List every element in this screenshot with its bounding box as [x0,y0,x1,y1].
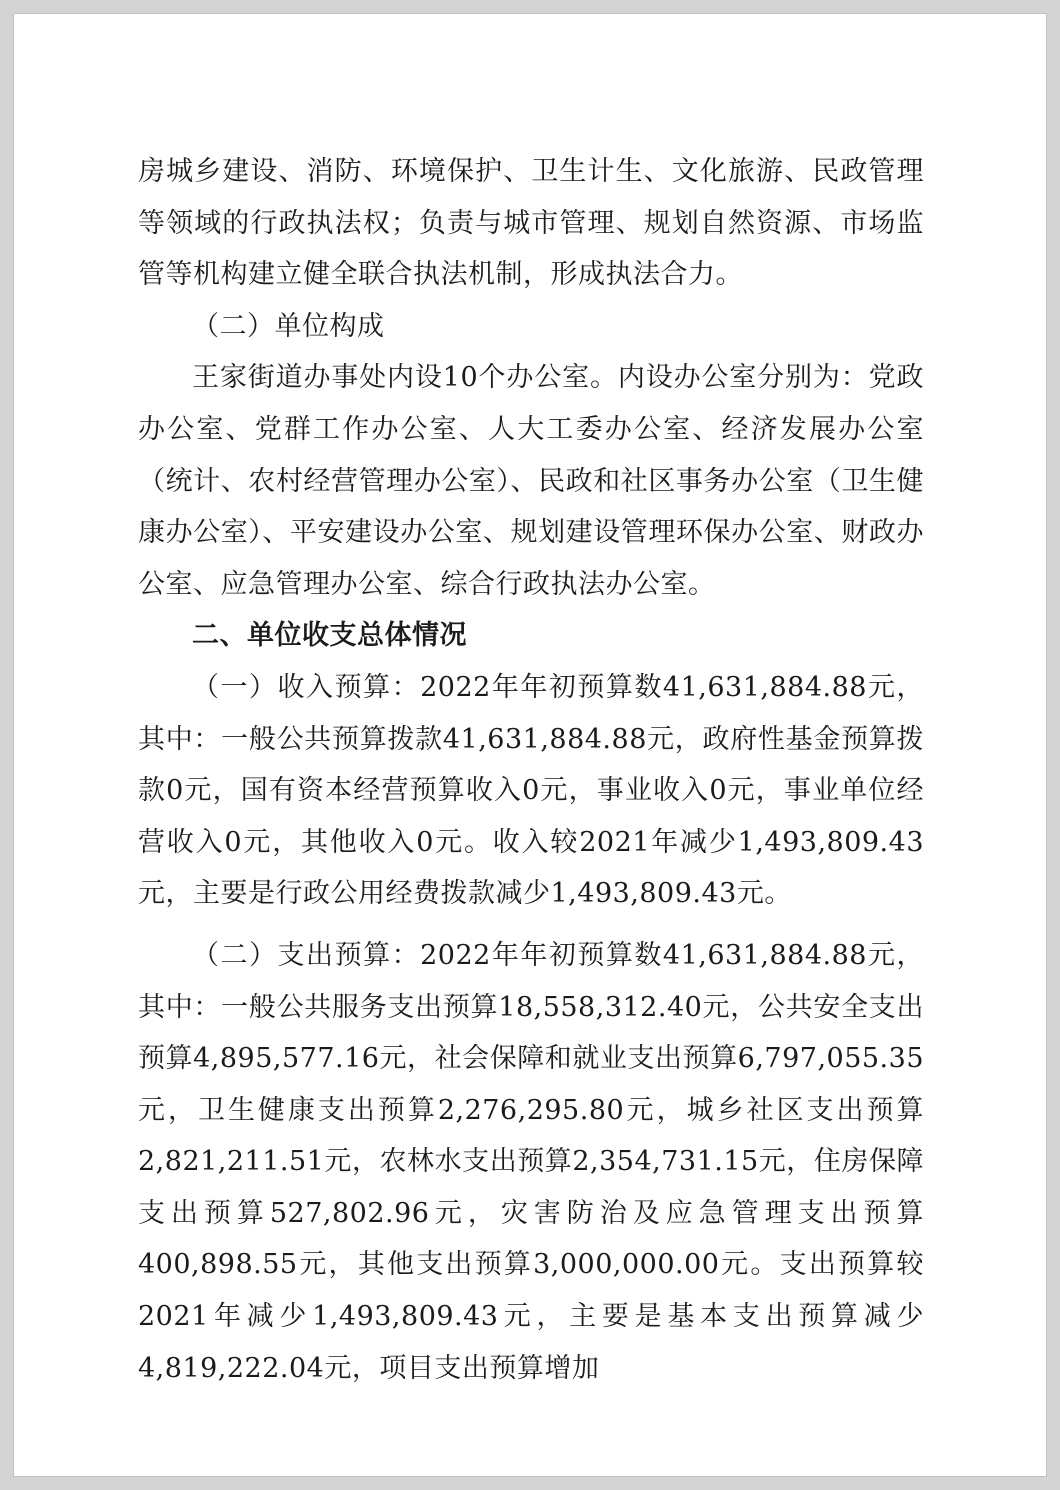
subheading-unit-composition: （二）单位构成 [192,310,385,342]
paragraph-income-budget: （一）收入预算：2022年年初预算数41,631,884.88元，其中：一般公共预算拨款41,631,884.88元，政府性基金预算拨款0元，国有资本经营预算收入0元，事业收入0元，事业单位经营收入0元，其他收入0元。收入较2021年减少1,493,809.43元，主要是行政公用经费拨款减少1,493,809.43元。 [138,671,924,910]
paragraph-unit-composition: 王家街道办事处内设10个办公室。内设办公室分别为：党政办公室、党群工作办公室、人大工委办公室、经济发展办公室（统计、农村经营管理办公室）、民政和社区事务办公室（卫生健康办公室）、平安建设办公室、规划建设管理环保办公室、财政办公室、应急管理办公室、综合行政执法办公室。 [138,362,924,600]
document-body [138,146,924,1394]
document-page [14,14,1046,1476]
paragraph-continuation: 房城乡建设、消防、环境保护、卫生计生、文化旅游、民政管理等领域的行政执法权；负责与城市管理、规划自然资源、市场监管等机构建立健全联合执法机制，形成执法合力。 [138,156,924,291]
section-heading-budget-overview: 二、单位收支总体情况 [192,620,467,652]
paragraph-expenditure-budget: （二）支出预算：2022年年初预算数41,631,884.88元，其中：一般公共服务支出预算18,558,312.40元，公共安全支出预算4,895,577.16元，社会保障和就业支出预算6,797,055.35元，卫生健康支出预算2,276,295.80元，城乡社区支出预算2,821,211.51元，农林水支出预算2,354,731.15元，住房保障支出预算527,802.96元，灾害防治及应急管理支出预算400,898.55元，其他支出预算3,000,000.00元。支出预算较2021年减少1,493,809.43元，主要是基本支出预算减少4,819,222.04元，项目支出预算增加 [138,939,924,1384]
